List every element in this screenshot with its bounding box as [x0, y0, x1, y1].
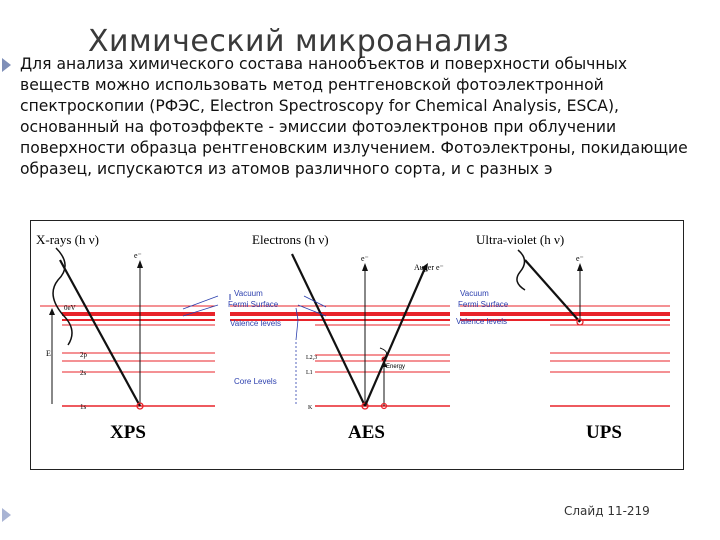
aes-l23-label: L2,3	[306, 355, 318, 361]
xps-zero-level-label: 0eV	[64, 304, 76, 312]
bullet-arrow-icon	[2, 58, 11, 72]
ups-valence-label: Valence levels	[456, 317, 507, 326]
bullet-arrow-icon	[2, 508, 11, 522]
spectroscopy-diagram	[30, 220, 684, 470]
xps-method-label: XPS	[110, 422, 146, 443]
aes-electron-label: e⁻	[361, 254, 369, 263]
valence-levels-label: Valence levels	[230, 319, 281, 328]
ups-method-label: UPS	[586, 422, 622, 443]
aes-energy-label: Energy	[386, 364, 406, 370]
slide-body-text: Для анализа химического состава нанообъектов и поверхности обычных веществ можно использовать метод рентгеновской фотоэлектронной спектроскопии (РФЭС, Electron Spectroscopy for Chemical Analysis, ESCA), основанный на фотоэффекте - эмиссии фотоэлектронов при облучении поверхности образца рентгеновским излучением. Фотоэлектроны, покидающие образец, испускаются из атомов различного сорта, и с разных э	[20, 55, 688, 178]
core-levels-label: Core Levels	[234, 377, 277, 386]
aes-l1-label: L1	[306, 370, 313, 376]
spectroscopy-diagram-svg	[30, 220, 684, 470]
slide-title: Химический микроанализ	[88, 24, 510, 59]
xps-2p-label: 2p	[80, 351, 87, 359]
aes-k-label: K	[308, 405, 313, 411]
xps-1s-label: 1s	[80, 403, 87, 411]
aes-auger-label: Auger e⁻	[414, 263, 444, 272]
aes-header: Electrons (h ν)	[252, 232, 329, 247]
xps-energy-axis-label: E	[46, 349, 51, 358]
ups-vacuum-label: Vacuum	[460, 289, 489, 298]
slide-number: Слайд 11-219	[564, 504, 650, 518]
ups-electron-label: e⁻	[576, 254, 584, 263]
xps-2s-label: 2s	[80, 369, 87, 377]
aes-method-label: AES	[348, 422, 385, 443]
xps-header: X-rays (h ν)	[36, 232, 99, 247]
xps-electron-label: e⁻	[134, 251, 142, 260]
fermi-surface-label: Fermi Surface	[228, 300, 279, 309]
ups-fermi-label: Fermi Surface	[458, 300, 509, 309]
ups-header: Ultra-violet (h ν)	[476, 232, 565, 247]
vacuum-label: Vacuum	[234, 289, 263, 298]
